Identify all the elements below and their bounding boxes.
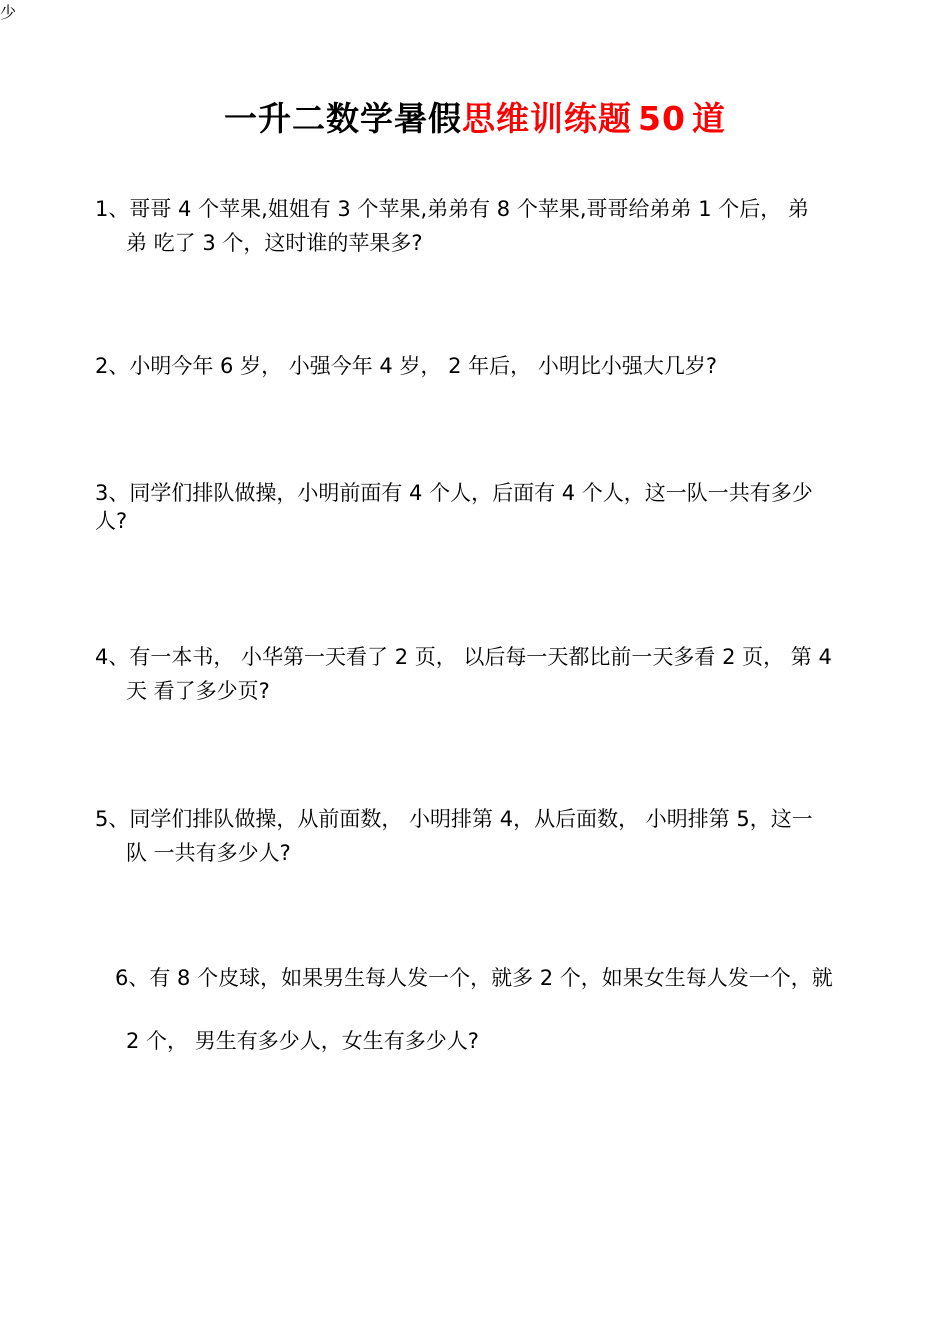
question-4 [95, 640, 832, 708]
question-1-line-1: 1、哥哥 4 个苹果,姐姐有 3 个苹果,弟弟有 8 个苹果,哥哥给弟弟 1 个后， 弟 [95, 197, 809, 221]
question-1 [95, 192, 809, 260]
question-4-line-2: 天 看了多少页? [126, 679, 270, 703]
question-1-line-2: 弟 吃了 3 个，这时谁的苹果多? [126, 231, 423, 255]
title-black-part: 一升二数学暑假 [224, 99, 463, 138]
title-red-part [462, 99, 726, 138]
question-4-line-1: 4、有一本书， 小华第一天看了 2 页， 以后每一天都比前一天多看 2 页， 第 4 [95, 645, 832, 669]
question-2-line-1: 2、小明今年 6 岁， 小强今年 4 岁， 2 年后， 小明比小强大几岁? [95, 354, 717, 378]
question-6-overflow-char: 少 [0, 3, 17, 22]
question-6-line-1: 6、有 8 个皮球，如果男生每人发一个，就多 2 个，如果女生每人发一个，就 [115, 966, 833, 990]
page-title [0, 93, 950, 140]
question-5-line-1: 5、同学们排队做操，从前面数， 小明排第 4，从后面数， 小明排第 5，这一 [95, 807, 813, 831]
question-3 [95, 479, 813, 535]
title-number: 50 [638, 99, 686, 138]
question-6 [115, 961, 833, 1058]
question-6-line-2: 2 个， 男生有多少人，女生有多少人? [126, 1029, 479, 1053]
title-red-text: 思维训练题 [462, 99, 633, 138]
question-3-line-2: 人? [95, 509, 128, 533]
question-5 [95, 802, 813, 870]
question-2 [95, 349, 717, 383]
title-suffix: 道 [691, 99, 726, 138]
question-3-line-1: 3、同学们排队做操，小明前面有 4 个人，后面有 4 个人，这一队一共有多少 [95, 481, 813, 505]
question-5-line-2: 队 一共有多少人? [126, 841, 291, 865]
